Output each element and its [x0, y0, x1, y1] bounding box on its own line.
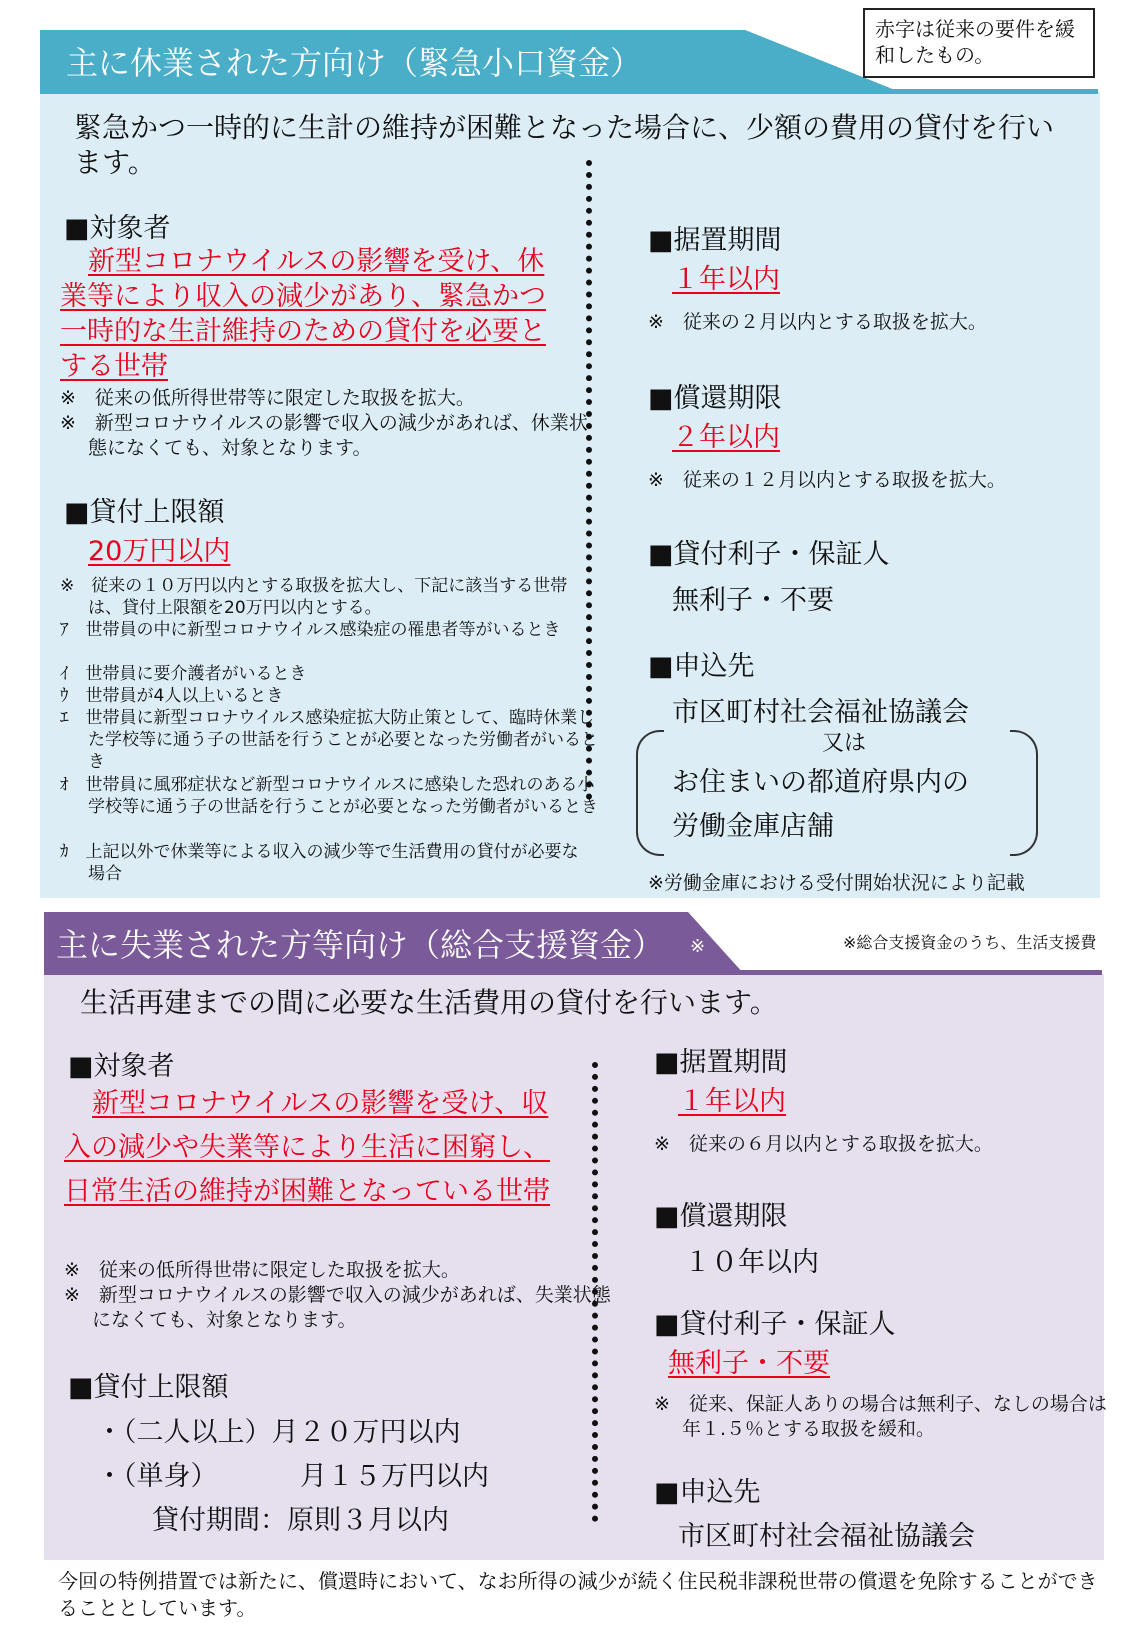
s1-target-note-1: ※ 従来の低所得世帯等に限定した取扱を拡大。 — [60, 387, 475, 409]
s1-apply-value3: 労働金庫店舗 — [672, 811, 834, 842]
section2-title: 主に失業された方等向け（総合支援資金） — [56, 926, 665, 964]
s2-deferment-heading: ■据置期間 — [654, 1047, 788, 1078]
section2-side-note: ※総合支援資金のうち、生活支援費 — [843, 933, 1097, 952]
s1-apply-value2: お住まいの都道府県内の — [672, 767, 969, 798]
s2-limit-line2-label: ・（単身） — [96, 1461, 218, 1492]
s1-interest-heading: ■貸付利子・保証人 — [648, 539, 890, 570]
footer-note: 今回の特例措置では新たに、償還時において、なお所得の減少が続く住民税非課税世帯の償還を免除することができることとしています。 — [58, 1569, 1098, 1620]
s2-apply-heading: ■申込先 — [654, 1477, 761, 1508]
s1-limit-note: ※ 従来の１０万円以内とする取扱を拡大し、下記に該当する世帯は、貸付上限額を20万円以内とする。 — [60, 576, 568, 618]
s1-deferment-note: ※ 従来の２月以内とする取扱を拡大。 — [648, 311, 987, 333]
s2-target-heading: ■対象者 — [68, 1051, 175, 1082]
s2-repayment-value: １０年以内 — [684, 1247, 819, 1278]
section1-title: 主に休業された方向け（緊急小口資金） — [66, 44, 643, 82]
s2-deferment-value: １年以内 — [678, 1086, 786, 1117]
s2-limit-line1: ・（二人以上）月２０万円以内 — [96, 1417, 461, 1448]
s1-deferment-heading: ■据置期間 — [648, 225, 782, 256]
s2-target-text: 新型コロナウイルスの影響を受け、収入の減少や失業等により生活に困窮し、日常生活の維持が困難となっている世帯 — [64, 1088, 550, 1207]
s2-interest-heading: ■貸付利子・保証人 — [654, 1309, 896, 1340]
s1-repayment-note: ※ 従来の１２月以内とする取扱を拡大。 — [648, 469, 1006, 491]
s2-target-note-2: ※ 新型コロナウイルスの影響で収入の減少があれば、失業状態になくても、対象となります。 — [64, 1284, 611, 1331]
s1-interest-value: 無利子・不要 — [672, 585, 834, 616]
s2-limit-line2-value: 月１５万円以内 — [300, 1461, 489, 1492]
s1-target-text: 新型コロナウイルスの影響を受け、休業等により収入の減少があり、緊急かつ一時的な生計維持のための貸付を必要とする世帯 — [60, 246, 546, 382]
s1-limit-value: 20万円以内 — [88, 536, 231, 567]
s1-limit-item-b: ｲ 世帯員に要介護者がいるとき — [60, 664, 307, 684]
s1-apply-value1: 市区町村社会福祉協議会 — [672, 697, 969, 728]
section2-title-mark: ※ — [690, 936, 706, 957]
section1-intro: 緊急かつ一時的に生計の維持が困難となった場合に、少額の費用の貸付を行います。 — [74, 111, 1055, 179]
red-text-legend: 赤字は従来の要件を緩和したもの。 — [863, 8, 1095, 78]
s1-limit-item-f: ｶ 上記以外で休業等による収入の減少等で生活費用の貸付が必要な場合 — [60, 842, 579, 884]
s1-apply-or: 又は — [822, 731, 867, 756]
s2-interest-note: ※ 従来、保証人ありの場合は無利子、なしの場合は年１.５％とする取扱を緩和。 — [654, 1393, 1107, 1440]
s2-deferment-note: ※ 従来の６月以内とする取扱を拡大。 — [654, 1133, 993, 1155]
s1-target-heading: ■対象者 — [64, 213, 171, 244]
s1-limit-item-e: ｵ 世帯員に風邪症状など新型コロナウイルスに感染した恐れのある小学校等に通う子の世話を行うことが必要となった労働者がいるとき — [60, 775, 598, 817]
section2-intro: 生活再建までの間に必要な生活費用の貸付を行います。 — [80, 986, 778, 1019]
s1-limit-item-c: ｳ 世帯員が4人以上いるとき — [60, 686, 284, 706]
s2-limit-period: 貸付期間：原則３月以内 — [152, 1505, 449, 1536]
s2-interest-value: 無利子・不要 — [668, 1348, 830, 1379]
s1-deferment-value: １年以内 — [672, 264, 780, 295]
s2-target-note-1: ※ 従来の低所得世帯に限定した取扱を拡大。 — [64, 1259, 460, 1281]
s1-apply-note: ※労働金庫における受付開始状況により記載 — [648, 872, 1025, 894]
s1-limit-heading: ■貸付上限額 — [64, 497, 225, 528]
s2-limit-heading: ■貸付上限額 — [68, 1372, 229, 1403]
s1-repayment-value: ２年以内 — [672, 422, 780, 453]
s1-apply-bracket-left — [636, 730, 664, 856]
s1-target-note-2: ※ 新型コロナウイルスの影響で収入の減少があれば、休業状態になくても、対象となります。 — [60, 412, 588, 459]
s1-apply-heading: ■申込先 — [648, 651, 755, 682]
s1-limit-item-d: ｴ 世帯員に新型コロナウイルス感染症拡大防止策として、臨時休業した学校等に通う子の世話を行うことが必要となった労働者がいるとき — [60, 708, 598, 772]
s1-repayment-heading: ■償還期限 — [648, 383, 782, 414]
section1-banner-rule — [40, 89, 1098, 94]
s1-apply-bracket-right — [1010, 730, 1038, 856]
s2-apply-value: 市区町村社会福祉協議会 — [678, 1521, 975, 1552]
s1-limit-item-a: ｱ 世帯員の中に新型コロナウイルス感染症の罹患者等がいるとき — [60, 620, 561, 640]
section2-banner-rule — [44, 970, 1102, 975]
s2-repayment-heading: ■償還期限 — [654, 1201, 788, 1232]
